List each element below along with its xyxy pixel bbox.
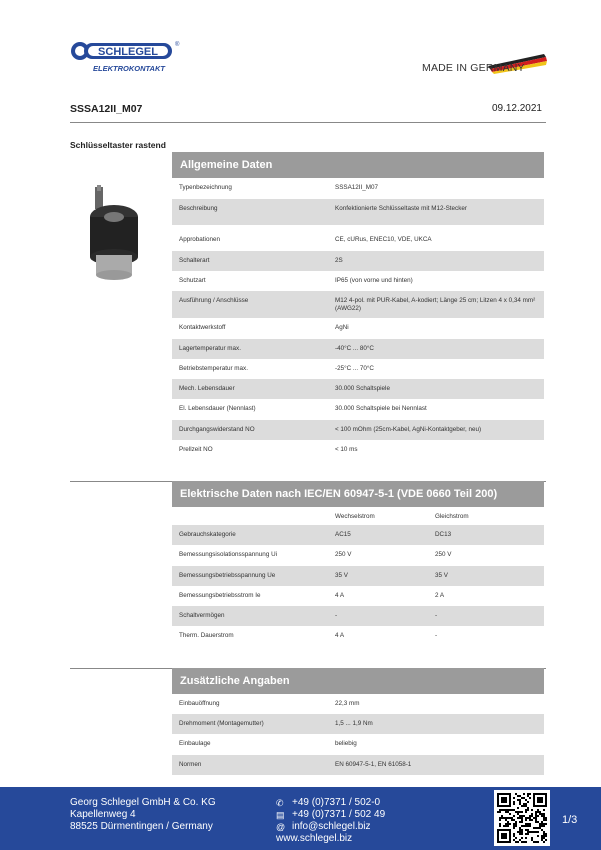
table-row [172, 734, 544, 755]
table-row [172, 379, 544, 399]
table-row [172, 230, 544, 251]
row-value: 1,5 ... 1,9 Nm [335, 720, 373, 727]
row-value: 22,3 mm [335, 700, 360, 707]
table-row [172, 359, 544, 379]
phone-number: +49 (0)7371 / 502-0 [292, 797, 381, 808]
page-number: 1/3 [562, 814, 578, 826]
fax-number: +49 (0)7371 / 502 49 [292, 809, 386, 820]
row-key: Mech. Lebensdauer [179, 385, 235, 392]
contact-details [292, 797, 385, 833]
website-link[interactable]: www.schlegel.biz [276, 833, 353, 844]
section-general [172, 152, 544, 460]
section-title: Allgemeine Daten [172, 152, 544, 178]
row-value: M12 4-pol. mit PUR-Kabel, A-kodiert; Länge 25 cm; Litzen 4 x 0,34 mm² (AWG22) [335, 297, 536, 312]
row-value: EN 60947-5-1, EN 61058-1 [335, 761, 412, 768]
row-key: Durchgangswiderstand NO [179, 426, 255, 433]
product-image [72, 185, 157, 285]
table-row [172, 545, 544, 566]
row-value: < 100 mOhm (25cm-Kabel, AgNi-Kontaktgeber, neu) [335, 426, 482, 433]
table-row [172, 694, 544, 714]
row-key: Therm. Dauerstrom [179, 632, 234, 639]
row-value-dc: DC13 [435, 531, 452, 538]
column-header: Gleichstrom [435, 513, 469, 520]
row-key: Beschreibung [179, 205, 218, 212]
row-key: El. Lebensdauer (Nennlast) [179, 405, 256, 412]
row-value: AgNi [335, 324, 349, 331]
email-icon: @ [276, 822, 286, 832]
contact-icons [276, 797, 285, 833]
company-street: Kapellenweg 4 [70, 809, 136, 820]
phone-icon: ✆ [276, 798, 284, 808]
row-value: 30.000 Schaltspiele bei Nennlast [335, 405, 427, 412]
table-row [172, 606, 544, 626]
row-key: Typenbezeichnung [179, 184, 232, 191]
footer [0, 787, 601, 850]
row-value: 2S [335, 257, 343, 264]
table-row [172, 714, 544, 734]
row-value-dc: 250 V [435, 551, 452, 558]
row-key: Einbauöffnung [179, 700, 220, 707]
row-value-ac: 4 A [335, 592, 345, 599]
table-row [172, 525, 544, 545]
product-subtitle: Schlüsseltaster rastend [70, 140, 166, 150]
row-value-dc: - [435, 612, 438, 619]
row-key: Normen [179, 761, 202, 768]
made-in-germany: MADE IN GERMANY [422, 62, 525, 74]
row-value: -40°C ... 80°C [335, 345, 374, 352]
row-value: Konfektionierte Schlüsseltaste mit M12-Stecker [335, 205, 467, 212]
row-value: CE, cURus, ENEC10, VDE, UKCA [335, 236, 432, 243]
row-value-ac: - [335, 612, 338, 619]
qr-code-pattern [497, 793, 547, 843]
table-row [172, 626, 544, 646]
row-key: Bemessungsisolationsspannung Ui [179, 551, 278, 558]
row-key: Gebrauchskategorie [179, 531, 236, 538]
table-row [172, 251, 544, 271]
row-value-ac: 35 V [335, 572, 348, 579]
table-row [172, 440, 544, 460]
row-value: SSSA12II_M07 [335, 184, 379, 191]
row-value: -25°C ... 70°C [335, 365, 374, 372]
section-electrical [172, 481, 544, 646]
table-row [172, 566, 544, 586]
company-city: 88525 Dürmentingen / Germany [70, 821, 213, 832]
brand-sub: ELEKTROKONTAKT [93, 64, 165, 73]
row-value: 30.000 Schaltspiele [335, 385, 390, 392]
table-row [172, 420, 544, 440]
column-header: Wechselstrom [335, 513, 375, 520]
row-key: Kontaktwerkstoff [179, 324, 226, 331]
table-row [172, 318, 544, 339]
fax-icon: ▤ [276, 810, 285, 820]
row-value-ac: 4 A [335, 632, 345, 639]
qr-code[interactable] [494, 790, 550, 846]
table-row [172, 339, 544, 359]
table-row [172, 199, 544, 225]
section-additional [172, 668, 544, 775]
company-address [70, 797, 216, 833]
brand-name: SCHLEGEL [98, 46, 158, 58]
row-value-dc: 35 V [435, 572, 448, 579]
section-title: Elektrische Daten nach IEC/EN 60947-5-1 (VDE 0660 Teil 200) [172, 481, 544, 507]
table-row [172, 178, 544, 199]
row-key: Bemessungsbetriebsstrom Ie [179, 592, 261, 599]
table-row [172, 586, 544, 606]
row-key: Bemessungsbetriebsspannung Ue [179, 572, 276, 579]
row-key: Approbationen [179, 236, 220, 243]
row-key: Lagertemperatur max. [179, 345, 241, 352]
row-key: Einbaulage [179, 740, 211, 747]
row-value-ac: AC15 [335, 531, 351, 538]
row-key: Schutzart [179, 277, 206, 284]
row-value-ac: 250 V [335, 551, 352, 558]
row-key: Betriebstemperatur max. [179, 365, 248, 372]
table-row [172, 291, 544, 318]
table-row [172, 755, 544, 775]
row-key: Schaltvermögen [179, 612, 225, 619]
row-value: beliebig [335, 740, 357, 747]
document-id: SSSA12II_M07 [70, 103, 143, 115]
email-link[interactable]: info@schlegel.biz [292, 821, 371, 832]
row-value: < 10 ms [335, 446, 358, 453]
row-key: Schalterart [179, 257, 210, 264]
row-key: Drehmoment (Montagemutter) [179, 720, 264, 727]
row-key: Prellzeit NO [179, 446, 213, 453]
schlegel-logo [70, 38, 180, 76]
row-value-dc: - [435, 632, 438, 639]
row-value-dc: 2 A [435, 592, 445, 599]
row-key: Ausführung / Anschlüsse [179, 297, 249, 304]
section-title: Zusätzliche Angaben [172, 668, 544, 694]
table-header-row [172, 507, 544, 525]
document-date: 09.12.2021 [491, 103, 542, 114]
table-row [172, 271, 544, 291]
row-value: IP65 (von vorne und hinten) [335, 277, 413, 284]
company-name: Georg Schlegel GmbH & Co. KG [70, 797, 216, 808]
table-row [172, 399, 544, 420]
divider [70, 122, 546, 123]
registered-mark: ® [175, 42, 180, 48]
